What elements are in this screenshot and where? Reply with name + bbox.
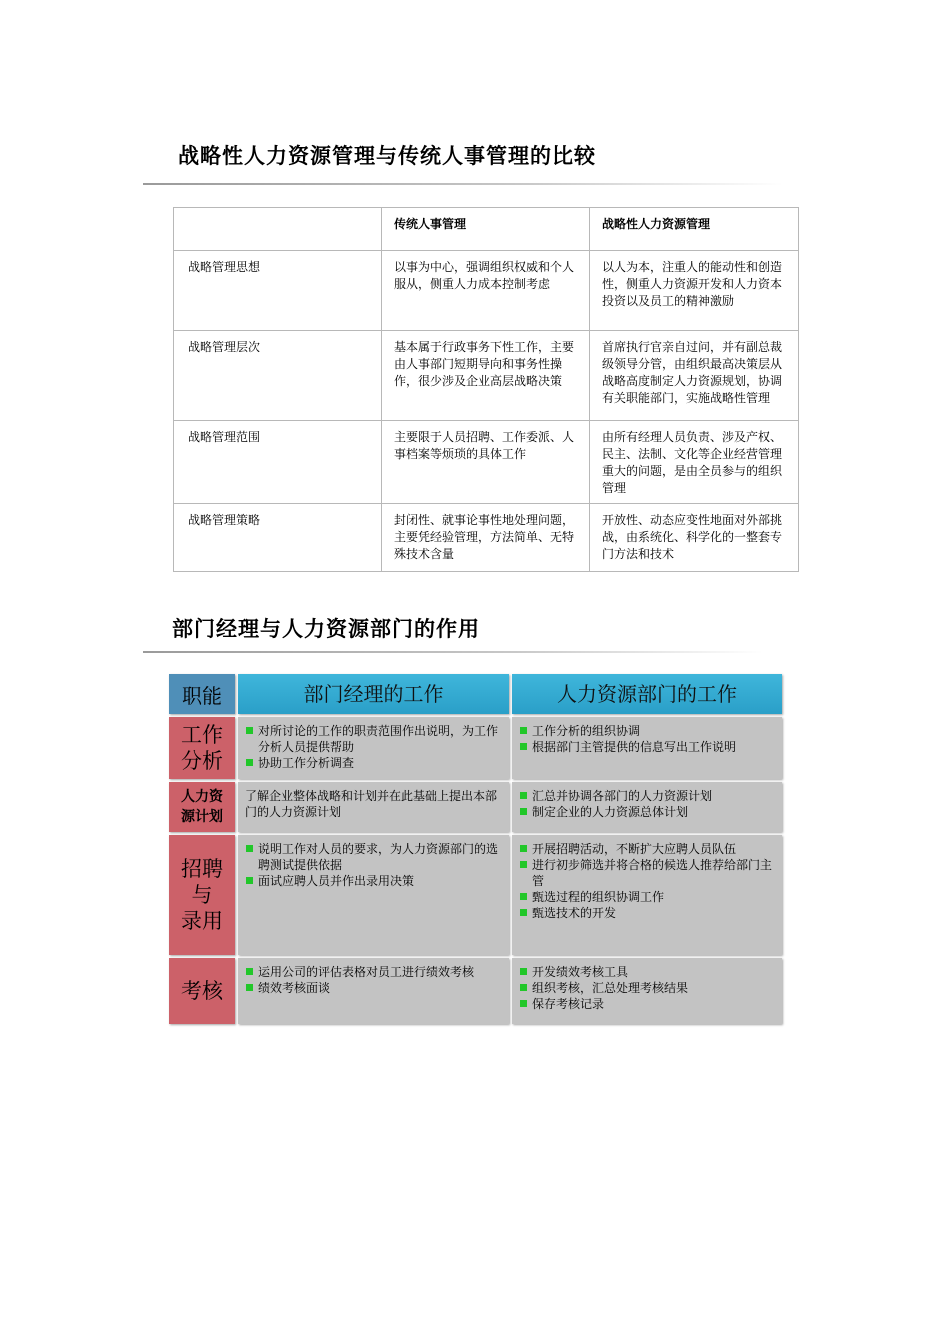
list-item: 说明工作对人员的要求，为人力资源部门的选聘测试提供依据: [245, 841, 501, 873]
table-row: [174, 504, 799, 572]
hr-duties: [512, 717, 782, 779]
table-cell: 以人为本，注重人的能动性和创造性，侧重人力资源开发和人力资本投资以及员工的精神激励: [590, 251, 799, 331]
table-cell: 开放性、动态应变性地面对外部挑战，由系统化、科学化的一整套专门方法和技术: [590, 504, 799, 572]
section1-title: 战略性人力资源管理与传统人事管理的比较: [178, 143, 596, 168]
list-item: 根据部门主管提供的信息写出工作说明: [519, 739, 774, 755]
table-cell: 首席执行官亲自过问，并有副总裁级领导分管，由组织最高决策层从战略高度制定人力资源规划，协调有关职能部门，实施战略性管理: [590, 331, 799, 421]
row-label: 战略管理层次: [174, 331, 382, 421]
list-item: 运用公司的评估表格对员工进行绩效考核: [245, 964, 501, 980]
list-item: 工作分析的组织协调: [519, 723, 774, 739]
header-function: 职能: [169, 674, 235, 714]
list-item: 进行初步筛选并将合格的候选人推荐给部门主管: [519, 857, 774, 889]
manager-duties: [238, 782, 509, 832]
header-manager: 部门经理的工作: [238, 674, 509, 714]
manager-duties: [238, 835, 509, 955]
manager-duties: [238, 958, 509, 1024]
roles-header-row: [169, 674, 782, 714]
row-label: 战略管理思想: [174, 251, 382, 331]
list-item: 面试应聘人员并作出录用决策: [245, 873, 501, 889]
hr-duties: [512, 835, 782, 955]
table-cell: 主要限于人员招聘、工作委派、人事档案等烦琐的具体工作: [382, 421, 590, 504]
list-item: 开发绩效考核工具: [519, 964, 774, 980]
list-item: 甄选过程的组织协调工作: [519, 889, 774, 905]
roles-row-appraisal: [169, 958, 782, 1024]
hr-duties: [512, 782, 782, 832]
label-line: 录用: [181, 909, 223, 933]
list-item: 开展招聘活动，不断扩大应聘人员队伍: [519, 841, 774, 857]
list-item: 绩效考核面谈: [245, 980, 501, 996]
section1-divider: [143, 183, 783, 185]
list-item: 甄选技术的开发: [519, 905, 774, 921]
list-item: 制定企业的人力资源总体计划: [519, 804, 774, 820]
table-cell: 封闭性、就事论事性地处理问题，主要凭经验管理，方法简单、无特殊技术含量: [382, 504, 590, 572]
label-line: 人力资: [181, 789, 223, 805]
function-label: [169, 835, 235, 955]
roles-row-hr-planning: [169, 782, 782, 832]
label-line: 考核: [181, 979, 223, 1003]
roles-grid: [169, 674, 782, 1027]
header-hr: 人力资源部门的工作: [512, 674, 782, 714]
hr-duties: [512, 958, 782, 1024]
list-item: 协助工作分析调查: [245, 755, 501, 771]
table-row: [174, 421, 799, 504]
table-cell: 以事为中心，强调组织权威和个人服从，侧重人力成本控制考虑: [382, 251, 590, 331]
roles-row-recruitment: [169, 835, 782, 955]
table-cell: 基本属于行政事务下性工作，主要由人事部门短期导向和事务性操作，很少涉及企业高层战略决策: [382, 331, 590, 421]
header-cell: [174, 208, 382, 251]
label-line: 与: [191, 883, 213, 907]
list-item: 组织考核，汇总处理考核结果: [519, 980, 774, 996]
header-cell: 战略性人力资源管理: [590, 208, 799, 251]
comparison-table: [173, 207, 799, 572]
row-label: 战略管理策略: [174, 504, 382, 572]
row-label: 战略管理范围: [174, 421, 382, 504]
manager-duties: [238, 717, 509, 779]
label-line: 分析: [181, 749, 223, 773]
table-row: [174, 251, 799, 331]
section2-divider: [143, 651, 763, 653]
header-cell: 传统人事管理: [382, 208, 590, 251]
function-label: [169, 717, 235, 779]
label-line: 源计划: [181, 809, 223, 825]
label-line: 招聘: [181, 857, 223, 881]
plain-text: 了解企业整体战略和计划并在此基础上提出本部门的人力资源计划: [245, 789, 498, 819]
list-item: 保存考核记录: [519, 996, 774, 1012]
roles-row-job-analysis: [169, 717, 782, 779]
table-cell: 由所有经理人员负责、涉及产权、民主、法制、文化等企业经营管理重大的问题，是由全员参与的组织管理: [590, 421, 799, 504]
table-header-row: [174, 208, 799, 251]
list-item: 对所讨论的工作的职责范围作出说明，为工作分析人员提供帮助: [245, 723, 501, 755]
section2-title: 部门经理与人力资源部门的作用: [172, 616, 480, 641]
list-item: 汇总并协调各部门的人力资源计划: [519, 788, 774, 804]
function-label: [169, 782, 235, 832]
function-label: [169, 958, 235, 1024]
table-row: [174, 331, 799, 421]
label-line: 工作: [181, 723, 223, 747]
